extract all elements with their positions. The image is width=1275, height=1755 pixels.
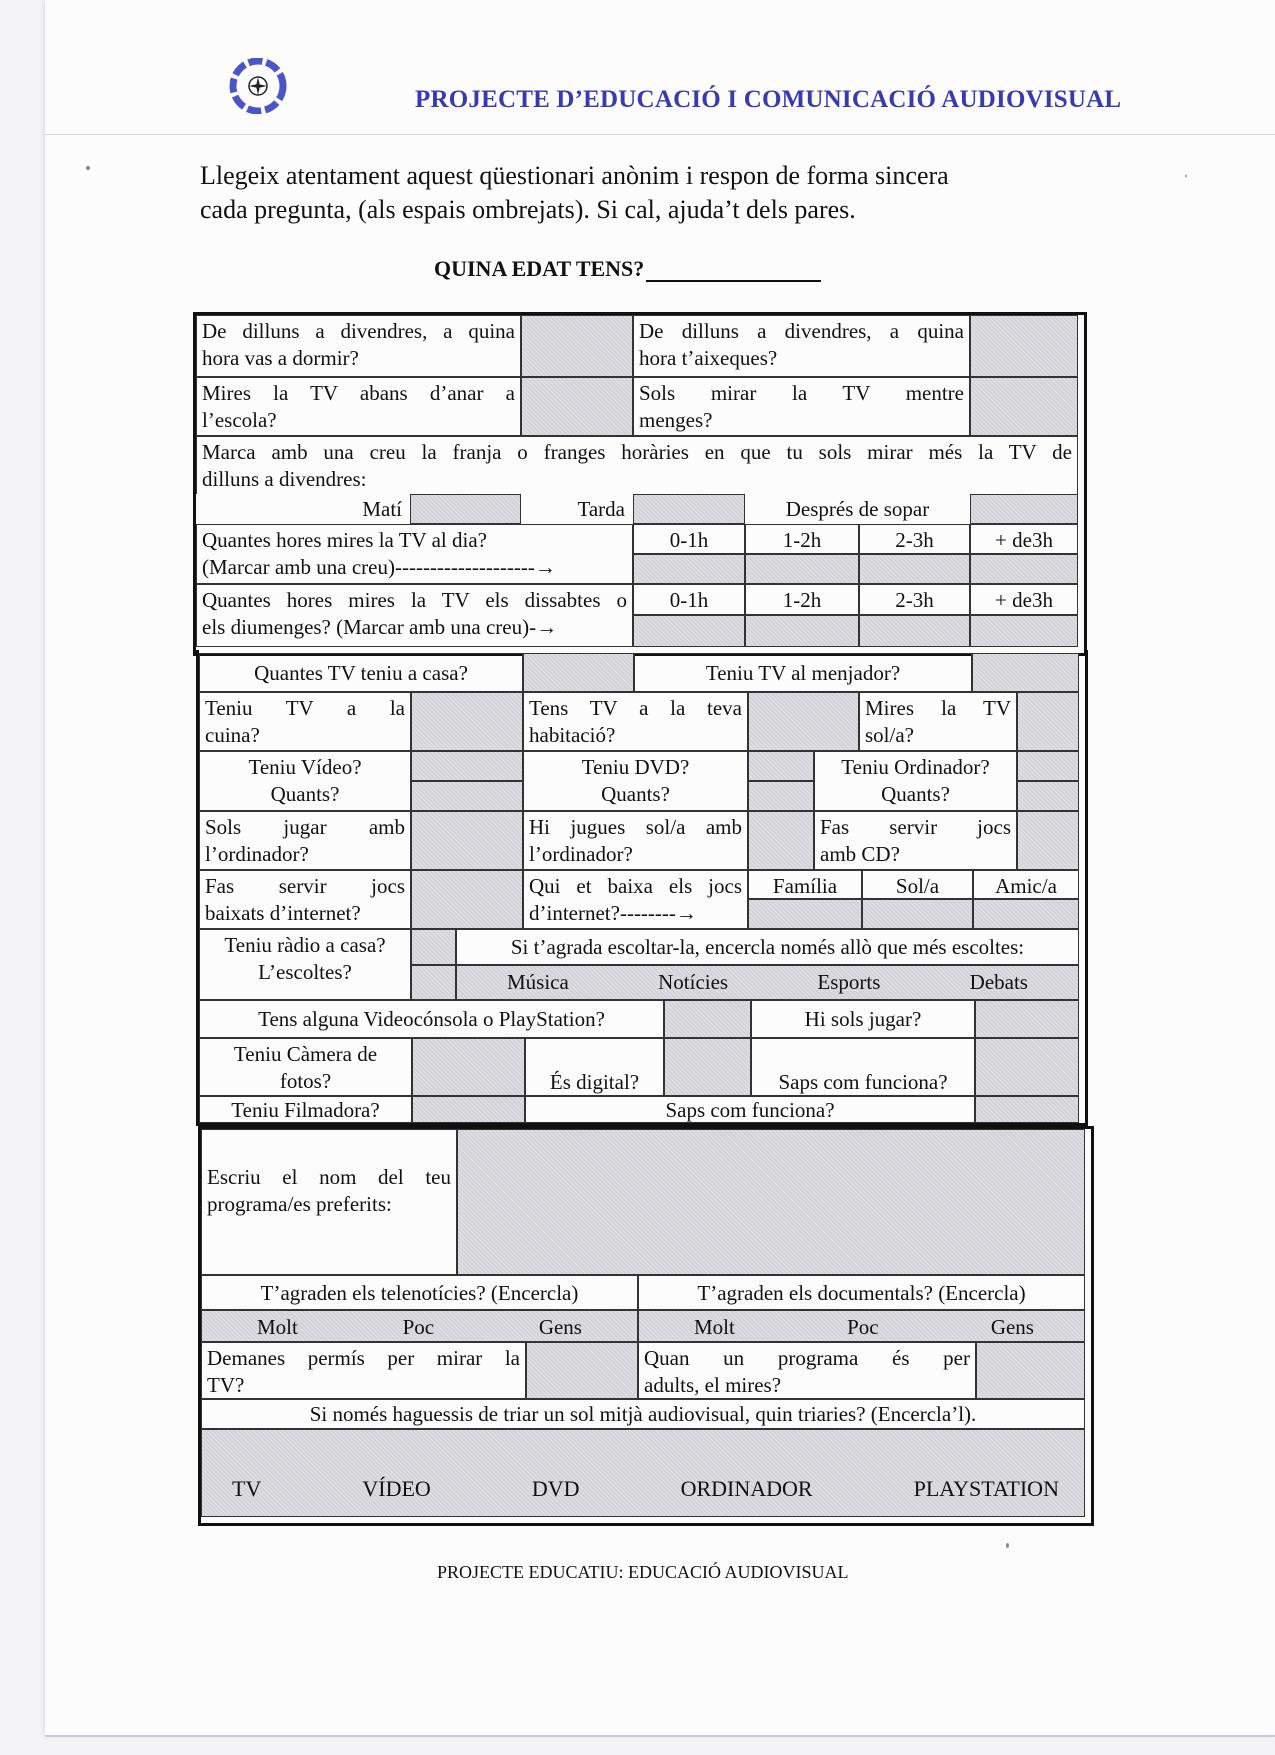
question-cd-games: [814, 811, 1017, 870]
question-tv-while-eating-line1: Sols mirar la TV mentre: [639, 381, 964, 405]
question-digital: És digital?: [525, 1038, 664, 1096]
answer-computer-count[interactable]: [1017, 781, 1079, 811]
answer-bedtime[interactable]: [521, 315, 633, 377]
question-radio-preference: Si t’agrada escoltar-la, encercla només allò que més escoltes:: [456, 929, 1079, 965]
hours-weekend-box-4[interactable]: [970, 615, 1078, 647]
question-pc-games-line1: Sols jugar amb: [205, 815, 405, 839]
question-computer: [814, 751, 1017, 811]
answer-computer[interactable]: [1017, 751, 1079, 781]
question-pc-games-line2: l’ordinador?: [205, 842, 309, 866]
answer-pc-alone[interactable]: [748, 811, 814, 870]
question-adult-programs-line2: adults, el mires?: [644, 1373, 782, 1397]
question-bedtime-line1: De dilluns a divendres, a quina: [202, 319, 515, 343]
slot-morning-box[interactable]: [410, 494, 521, 524]
answer-dvd[interactable]: [748, 751, 814, 781]
question-documentaries: T’agraden els documentals? (Encercla): [638, 1275, 1085, 1310]
slot-afternoon-box[interactable]: [633, 494, 745, 524]
scan-speck: [86, 166, 90, 170]
hours-weekend-box-1[interactable]: [633, 615, 745, 647]
answer-tv-before-school[interactable]: [521, 377, 633, 436]
answer-camcorder[interactable]: [412, 1096, 525, 1123]
question-play-alone: Hi sols jugar?: [751, 1000, 975, 1038]
question-tv-before-school-line2: l’escola?: [202, 408, 277, 432]
question-dvd: [523, 751, 748, 811]
documentaries-options: [638, 1310, 1085, 1342]
hours-weekday-box-4[interactable]: [970, 554, 1078, 584]
paper-edge: [45, 1735, 1275, 1737]
media-option-video[interactable]: VÍDEO: [362, 1476, 431, 1501]
media-option-computer[interactable]: ORDINADOR: [680, 1476, 813, 1501]
question-bedtime: [196, 315, 521, 377]
question-who-downloads-line1: Qui et baixa els jocs: [529, 874, 742, 898]
question-video: [199, 751, 411, 811]
slot-dinner-label: Després de sopar: [785, 497, 930, 521]
question-internet-games: [199, 870, 411, 929]
answer-tv-alone[interactable]: [1017, 692, 1079, 751]
question-time-slots: [196, 436, 1078, 494]
answer-permission[interactable]: [526, 1342, 638, 1399]
answer-tv-dining[interactable]: [972, 653, 1079, 692]
page-footer: PROJECTE EDUCATIU: EDUCACIÓ AUDIOVISUAL: [437, 1562, 849, 1582]
answer-console[interactable]: [664, 1000, 751, 1038]
who-box-self[interactable]: [862, 899, 973, 929]
question-tv-while-eating-line2: menges?: [639, 408, 713, 432]
question-camera-line1: Teniu Càmera de: [233, 1042, 378, 1066]
question-hours-weekend: [196, 584, 633, 647]
question-dvd-count: Quants?: [601, 782, 670, 806]
question-tv-count: Quantes TV teniu a casa?: [199, 653, 523, 692]
answer-play-alone[interactable]: [975, 1000, 1079, 1038]
question-hours-weekend-line2: els diumenges? (Marcar amb una creu)-→: [202, 615, 558, 639]
radio-options: [456, 965, 1079, 1000]
hours-weekday-option-3: 2-3h: [859, 524, 970, 554]
question-wake-time-line1: De dilluns a divendres, a quina: [639, 319, 964, 343]
question-tv-kitchen: [199, 692, 411, 751]
question-camera-line2: fotos?: [279, 1069, 332, 1093]
question-computer-label: Teniu Ordinador?: [841, 755, 990, 779]
age-question: [434, 256, 821, 282]
answer-internet-games[interactable]: [411, 870, 523, 929]
question-tv-kitchen-line2: cuina?: [205, 723, 260, 747]
hours-weekend-option-4: + de3h: [970, 584, 1078, 615]
question-tv-dining: Teniu TV al menjador?: [634, 653, 972, 692]
question-video-count: Quants?: [270, 782, 340, 806]
media-option-tv[interactable]: TV: [232, 1476, 262, 1501]
hours-weekday-option-2: 1-2h: [745, 524, 859, 554]
hours-weekend-option-3: 2-3h: [859, 584, 970, 615]
question-permission-line1: Demanes permís per mirar la: [207, 1346, 520, 1370]
answer-tv-while-eating[interactable]: [970, 377, 1078, 436]
news-options: [201, 1310, 638, 1342]
question-dvd-label: Teniu DVD?: [581, 755, 690, 779]
answer-tv-count[interactable]: [523, 653, 634, 692]
answer-digital[interactable]: [664, 1038, 751, 1096]
question-adult-programs: [638, 1342, 976, 1399]
question-favourite-programs-line1: Escriu el nom del teu: [207, 1165, 451, 1189]
question-hours-weekend-line1: Quantes hores mires la TV els dissabtes o: [202, 588, 627, 612]
answer-video[interactable]: [411, 751, 523, 781]
question-who-downloads-line2: d’internet?--------→: [529, 901, 697, 925]
question-video-label: Teniu Vídeo?: [248, 755, 362, 779]
hours-weekend-box-2[interactable]: [745, 615, 859, 647]
question-bedtime-line2: hora vas a dormir?: [202, 346, 359, 370]
hours-weekday-option-1: 0-1h: [633, 524, 745, 554]
media-option-dvd[interactable]: DVD: [531, 1476, 580, 1501]
question-radio: [199, 929, 411, 1000]
hours-weekday-box-2[interactable]: [745, 554, 859, 584]
news-option-none[interactable]: Gens: [538, 1315, 582, 1339]
intro-line-2: cada pregunta, (als espais ombrejats). Si cal, ajuda’t dels pares.: [200, 195, 856, 224]
slot-afternoon-label: Tarda: [577, 497, 625, 521]
who-option-friend: Amic/a: [973, 870, 1079, 899]
hours-weekday-box-3[interactable]: [859, 554, 970, 584]
answer-radio[interactable]: [411, 929, 456, 965]
documentaries-option-little[interactable]: Poc: [847, 1315, 879, 1339]
question-hours-weekday: [196, 524, 633, 584]
answer-listen[interactable]: [411, 965, 456, 1000]
documentaries-option-none[interactable]: Gens: [990, 1315, 1034, 1339]
answer-camera-knows-how[interactable]: [975, 1038, 1079, 1096]
hours-weekend-box-3[interactable]: [859, 615, 970, 647]
radio-option-news[interactable]: Notícies: [658, 970, 729, 994]
answer-wake-time[interactable]: [970, 315, 1078, 377]
hours-weekend-option-2: 1-2h: [745, 584, 859, 615]
answer-dvd-count[interactable]: [748, 781, 814, 811]
question-favourite-programs-line2: programa/es preferits:: [207, 1192, 392, 1216]
hours-weekend-option-1: 0-1h: [633, 584, 745, 615]
question-time-slots-line1: Marca amb una creu la franja o franges horàries en que tu sols mirar més la TV de: [202, 440, 1072, 464]
question-pc-alone-line1: Hi jugues sol/a amb: [529, 815, 742, 839]
age-label: QUINA EDAT TENS?: [434, 256, 645, 281]
question-hours-weekday-line1: Quantes hores mires la TV al dia?: [202, 528, 487, 552]
who-option-self: Sol/a: [862, 870, 973, 899]
question-tv-room-line1: Tens TV a la teva: [529, 696, 742, 720]
question-wake-time-line2: hora t’aixeques?: [639, 346, 778, 370]
scan-speck: [1185, 175, 1187, 177]
question-pc-alone-line2: l’ordinador?: [529, 842, 633, 866]
answer-adult-programs[interactable]: [976, 1342, 1085, 1399]
slot-dinner-box[interactable]: [970, 494, 1078, 524]
logo-emblem: [228, 58, 288, 114]
question-internet-games-line2: baixats d’internet?: [205, 901, 361, 925]
question-internet-games-line1: Fas servir jocs: [205, 874, 405, 898]
hours-weekday-box-1[interactable]: [633, 554, 745, 584]
question-tv-alone-line2: sol/a?: [865, 723, 914, 747]
who-box-friend[interactable]: [973, 899, 1079, 929]
answer-favourite-programs[interactable]: [457, 1129, 1085, 1275]
question-who-downloads: [523, 870, 748, 929]
question-tv-while-eating: [633, 377, 970, 436]
question-tv-before-school-line1: Mires la TV abans d’anar a: [202, 381, 515, 405]
question-pc-alone: [523, 811, 748, 870]
question-news: T’agraden els telenotícies? (Encercla): [201, 1275, 638, 1310]
page-header-title: PROJECTE D’EDUCACIÓ I COMUNICACIÓ AUDIOVISUAL: [415, 86, 1122, 113]
hours-weekday-option-4: + de3h: [970, 524, 1078, 554]
question-hours-weekday-line2: (Marcar amb una creu)--------------------→: [202, 555, 556, 579]
question-tv-alone: [859, 692, 1017, 751]
question-tv-room: [523, 692, 748, 751]
answer-camera[interactable]: [412, 1038, 525, 1096]
news-option-little[interactable]: Poc: [402, 1315, 435, 1339]
question-wake-time: [633, 315, 970, 377]
question-tv-room-line2: habitació?: [529, 723, 616, 747]
age-answer-line[interactable]: [646, 260, 821, 282]
question-single-medium: Si només haguessis de triar un sol mitjà audiovisual, quin triaries? (Encercla’l).: [201, 1399, 1085, 1429]
answer-camcorder-knows-how[interactable]: [975, 1096, 1079, 1123]
slot-morning-label: Matí: [362, 497, 402, 521]
question-tv-before-school: [196, 377, 521, 436]
question-cd-games-line2: amb CD?: [820, 842, 900, 866]
question-radio-label: Teniu ràdio a casa?: [224, 933, 386, 957]
question-camera-knows-how: Saps com funciona?: [751, 1038, 975, 1096]
answer-pc-games[interactable]: [411, 811, 523, 870]
answer-video-count[interactable]: [411, 781, 523, 811]
question-permission: [201, 1342, 526, 1399]
question-camcorder-knows-how: Saps com funciona?: [525, 1096, 975, 1123]
radio-option-music[interactable]: Música: [507, 970, 569, 994]
intro-line-1: Llegeix atentament aquest qüestionari anònim i respon de forma sincera: [200, 161, 949, 190]
question-cd-games-line1: Fas servir jocs: [820, 815, 1011, 839]
question-pc-games: [199, 811, 411, 870]
question-computer-count: Quants?: [881, 782, 950, 806]
question-console: Tens alguna Videocónsola o PlayStation?: [199, 1000, 664, 1038]
question-tv-kitchen-line1: Teniu TV a la: [205, 696, 405, 720]
question-radio-listen: L’escoltes?: [258, 960, 352, 984]
radio-option-debates[interactable]: Debats: [969, 970, 1028, 994]
intro-text: [200, 159, 1080, 227]
answer-cd-games[interactable]: [1017, 811, 1079, 870]
question-time-slots-line2: dilluns a divendres:: [202, 467, 367, 491]
question-adult-programs-line1: Quan un programa és per: [644, 1346, 970, 1370]
answer-tv-kitchen[interactable]: [411, 692, 523, 751]
radio-option-sports[interactable]: Esports: [817, 970, 881, 994]
who-option-family: Família: [748, 870, 862, 899]
answer-tv-room[interactable]: [748, 692, 859, 751]
question-favourite-programs: [201, 1129, 457, 1275]
media-options: [201, 1429, 1085, 1517]
documentaries-option-a-lot[interactable]: Molt: [694, 1315, 735, 1339]
header-divider: [45, 134, 1275, 135]
question-camera: [199, 1038, 412, 1096]
question-permission-line2: TV?: [207, 1373, 245, 1397]
question-tv-alone-line1: Mires la TV: [865, 696, 1011, 720]
news-option-a-lot[interactable]: Molt: [257, 1315, 298, 1339]
who-box-family[interactable]: [748, 899, 862, 929]
media-option-playstation[interactable]: PLAYSTATION: [913, 1476, 1059, 1501]
scan-speck: [1006, 1543, 1009, 1548]
question-camcorder: Teniu Filmadora?: [199, 1096, 412, 1123]
